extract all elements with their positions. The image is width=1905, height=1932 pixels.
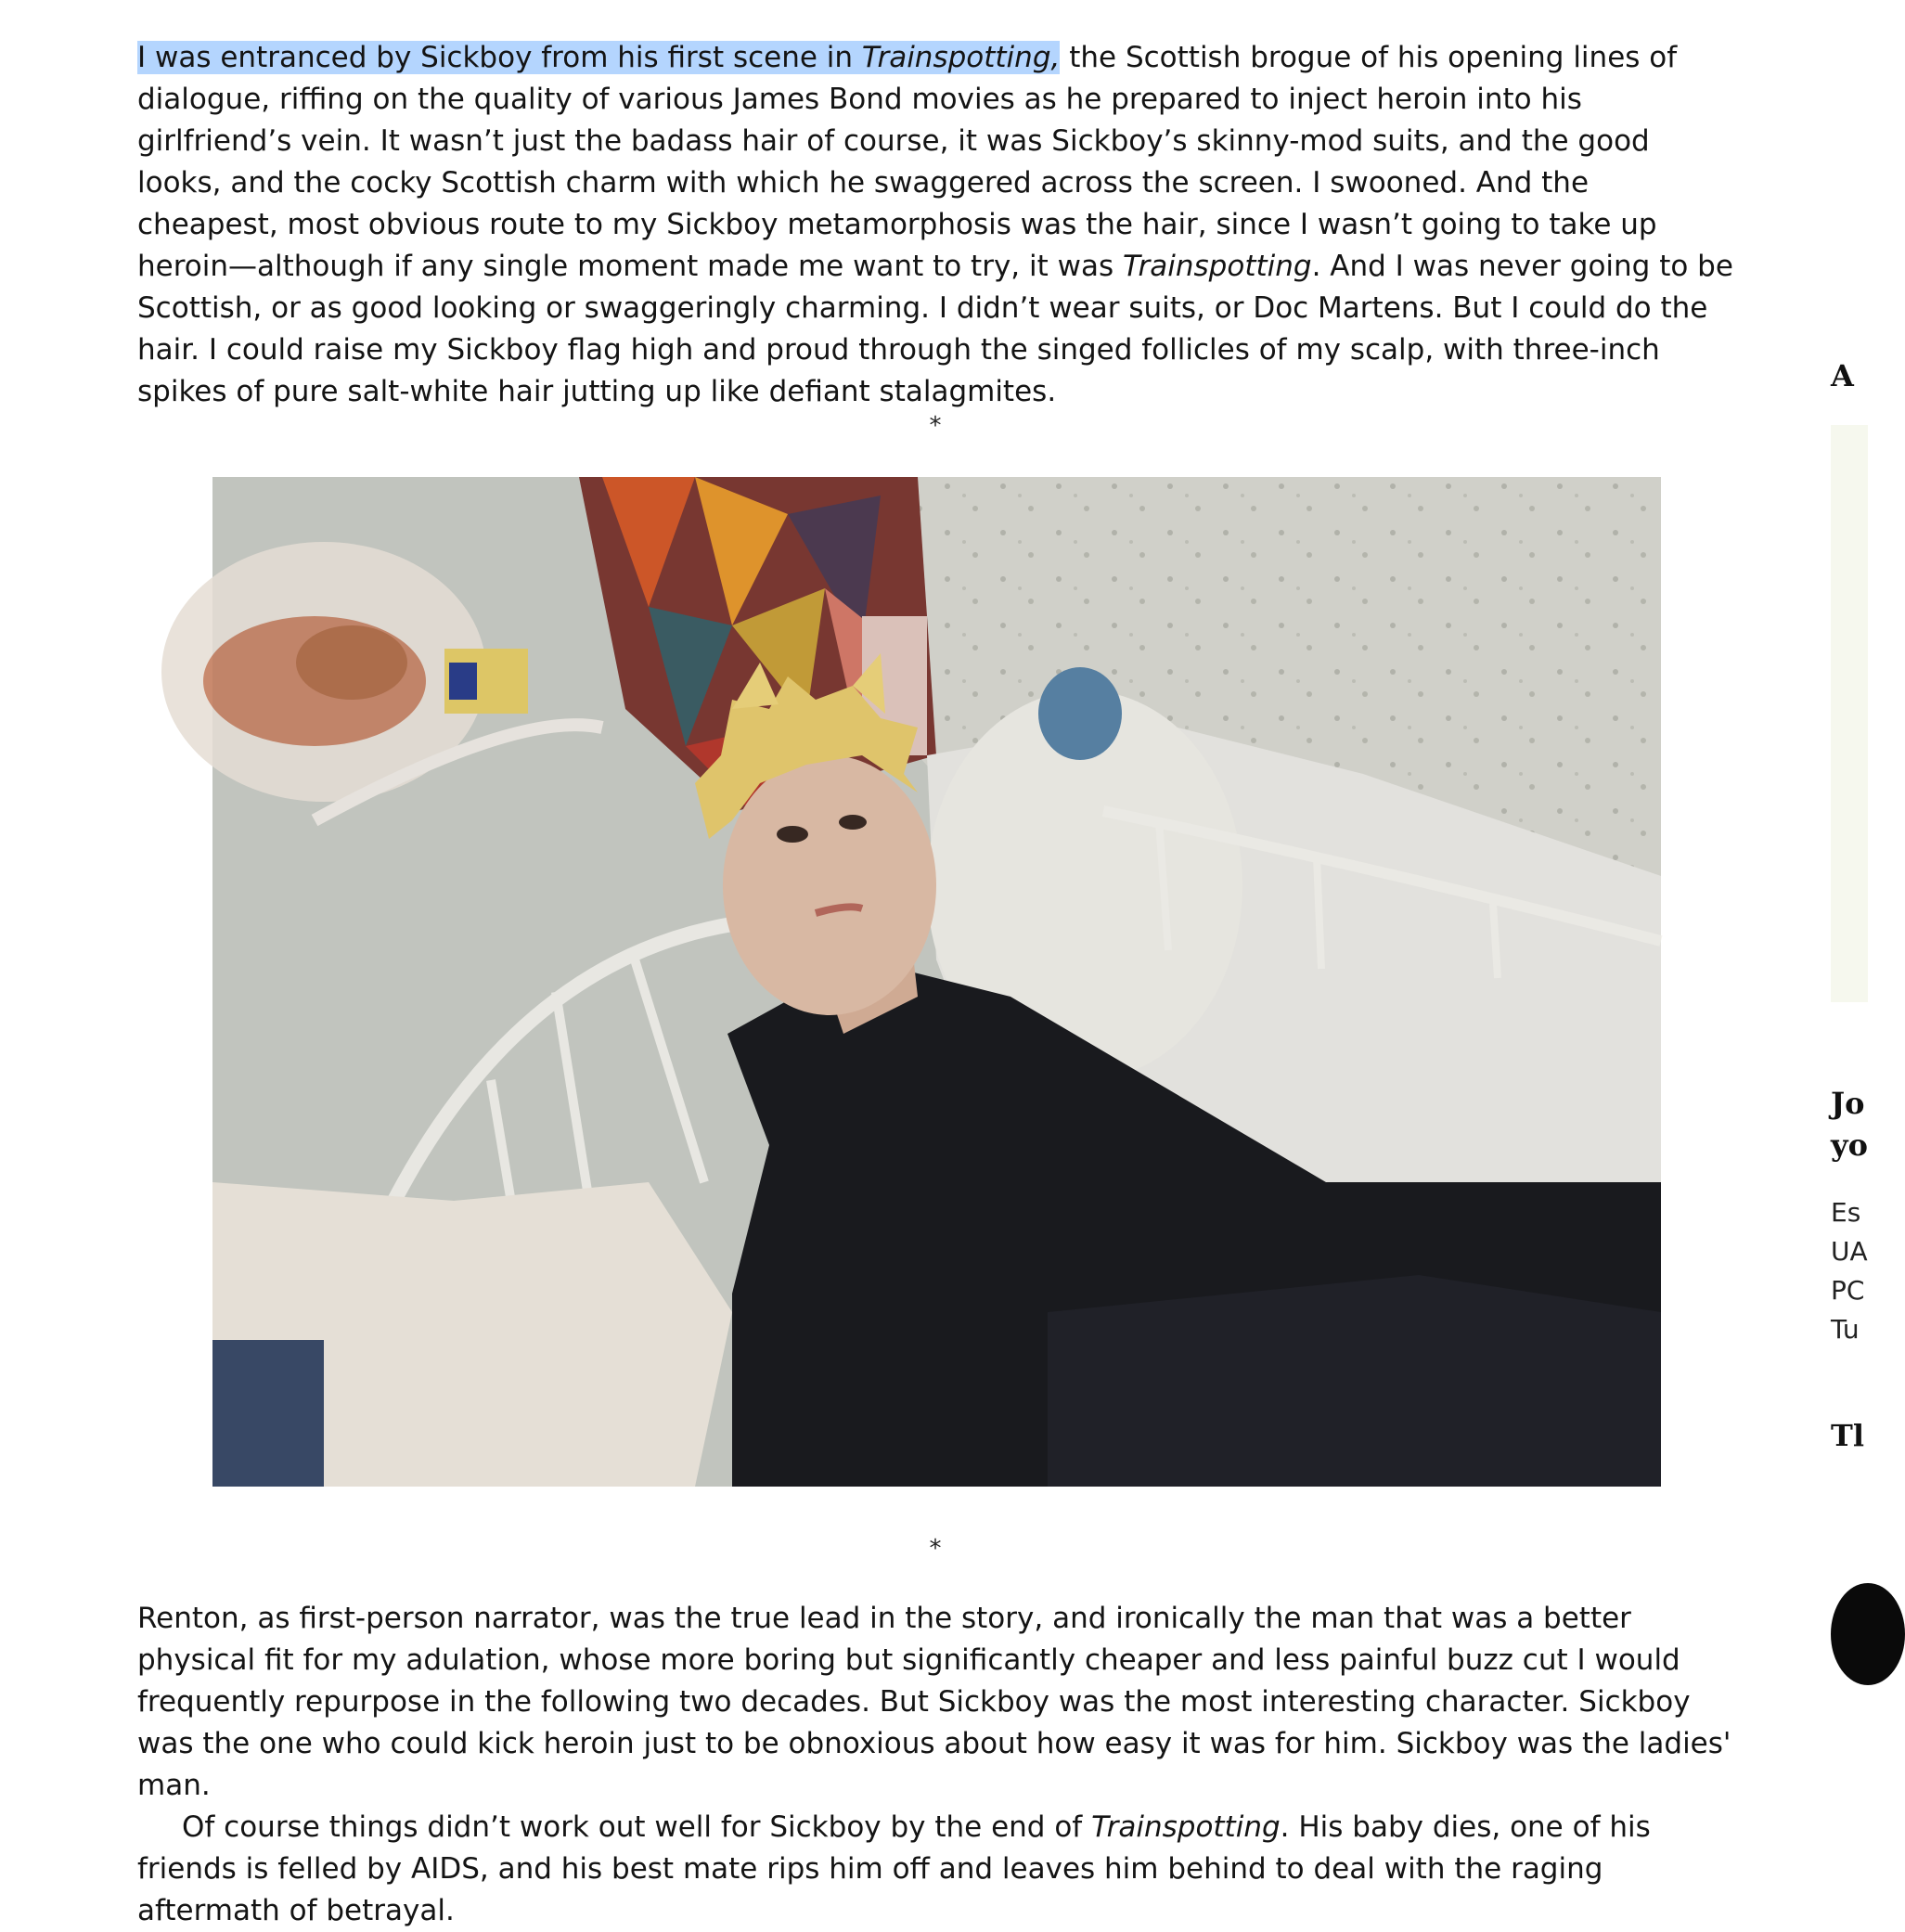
- paragraph-3-text-a: Of course things didn’t work out well for Sickboy by the end of: [182, 1810, 1092, 1844]
- sidebar-heading-2-line-1: Jo: [1831, 1086, 1865, 1121]
- paragraph-1-text-b: . And I was never going to be Scottish, or as good looking or swaggeringly charming. I didn’t wear suits, or Doc Martens. But I could do the hair. I could raise my Sickboy flag high and proud through the singed follicles of my scalp, with three-inch spikes of pure salt-white hair jutting up like defiant stalagmites.: [137, 250, 1733, 408]
- sidebar-text-line: UA: [1831, 1236, 1868, 1267]
- article-body: [137, 37, 1733, 413]
- article-paragraph-3: [137, 1807, 1733, 1932]
- selected-text-italic: Trainspotting,: [861, 41, 1061, 74]
- paragraph-3-italic-title: Trainspotting: [1091, 1810, 1281, 1844]
- sidebar-panel: [1831, 425, 1868, 1002]
- sidebar-text-line: Tu: [1831, 1314, 1860, 1345]
- article-continued: [137, 1598, 1733, 1932]
- sidebar-dark-shape: [1831, 1583, 1905, 1685]
- sidebar-heading-3: Tl: [1831, 1418, 1864, 1453]
- paragraph-1-text-a: the Scottish brogue of his opening lines of dialogue, riffing on the quality of various James Bond movies as he prepared to inject heroin into his girlfriend’s vein. It wasn’t just the badass hair of course, it was Sickboy’s skinny-mod suits, and the good looks, and the cocky Scottish charm with which he swaggered across the screen. I swooned. And the cheapest, most obvious route to my Sickboy metamorphosis was the hair, since I wasn’t going to take up heroin—although if any single moment made me want to try, it was: [137, 41, 1678, 283]
- paragraph-1-italic-title: Trainspotting: [1123, 250, 1312, 283]
- article-paragraph-1: [137, 37, 1733, 413]
- sidebar-cutoff: [1828, 0, 1868, 1856]
- sidebar-heading-2-line-2: yo: [1831, 1127, 1868, 1163]
- selected-text[interactable]: [137, 41, 1060, 74]
- section-separator-top: *: [929, 412, 942, 440]
- article-photo: [212, 477, 1661, 1487]
- sidebar-heading-1: A: [1831, 358, 1854, 393]
- sidebar-text-line: Es: [1831, 1197, 1861, 1228]
- selected-text-plain: I was entranced by Sickboy from his first scene in: [137, 41, 862, 74]
- sidebar-text-line: PC: [1831, 1275, 1865, 1306]
- article-paragraph-2: Renton, as first-person narrator, was the true lead in the story, and ironically the man that was a better physical fit for my adulation, whose more boring but significantly cheaper and less painful buzz cut I would frequently repurpose in the following two decades. But Sickboy was the most interesting character. Sickboy was the one who could kick heroin just to be obnoxious about how easy it was for him. Sickboy was the ladies' man.: [137, 1602, 1731, 1802]
- paragraph-3-text-b: . His baby dies, one of his friends is felled by AIDS, and his best mate rips him off and leaves him behind to deal with the raging aftermath of betrayal.: [137, 1810, 1651, 1927]
- section-separator-bottom: *: [929, 1535, 942, 1563]
